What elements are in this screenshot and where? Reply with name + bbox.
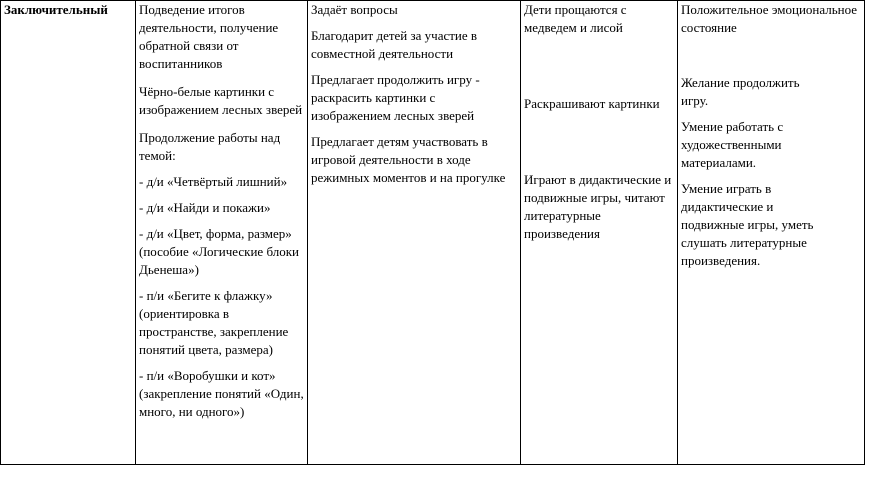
game-item-sparrows-and-cat: - п/и «Воробушки и кот» (закрепление понятий «Один, много, ни одного») (139, 368, 304, 419)
children-action-coloring: Раскрашивают картинки (524, 96, 660, 111)
teacher-action-offers-play: Предлагает детям участвовать в игровой деятельности в ходе режимных моментов и на прогулке (311, 134, 506, 185)
results-cell (678, 1, 865, 465)
table-row (1, 1, 865, 465)
teacher-activity-continuation: Продолжение работы над темой: (139, 130, 281, 163)
result-desire-to-continue: Желание продолжить игру. (681, 75, 800, 108)
teacher-activity-summary: Подведение итогов деятельности, получение обратной связи от воспитанников (139, 2, 279, 71)
game-item-run-to-flag: - п/и «Бегите к флажку» (ориентировка в пространстве, закрепление понятий цвета, размера) (139, 288, 289, 357)
teacher-actions-cell (308, 1, 521, 465)
teacher-action-thanks-children: Благодарит детей за участие в совместной деятельности (311, 28, 478, 61)
teacher-activity-materials: Чёрно-белые картинки с изображением лесных зверей (139, 84, 303, 117)
game-item-find-and-show: - д/и «Найди и покажи» (139, 200, 271, 215)
game-item-fourth-extra: - д/и «Четвёртый лишний» (139, 174, 288, 189)
result-work-with-materials: Умение работать с художественными материалами. (681, 119, 784, 170)
result-play-and-listen: Умение играть в дидактические и подвижные игры, уметь слушать литературные произведения. (681, 181, 814, 268)
teacher-activity-cell (136, 1, 308, 465)
stage-cell (1, 1, 136, 465)
stage-label: Заключительный (4, 2, 108, 17)
teacher-action-offers-coloring: Предлагает продолжить игру - раскрасить картинки с изображением лесных зверей (311, 72, 480, 123)
children-action-say-goodbye: Дети прощаются с медведем и лисой (524, 2, 627, 35)
game-item-color-shape-size: - д/и «Цвет, форма, размер» (пособие «Логические блоки Дьенеша») (139, 226, 299, 277)
children-actions-cell (521, 1, 678, 465)
children-action-play-read: Играют в дидактические и подвижные игры, читают литературные произведения (524, 172, 672, 241)
teacher-action-asks-questions: Задаёт вопросы (311, 2, 398, 17)
result-positive-emotion: Положительное эмоциональное состояние (681, 2, 858, 35)
